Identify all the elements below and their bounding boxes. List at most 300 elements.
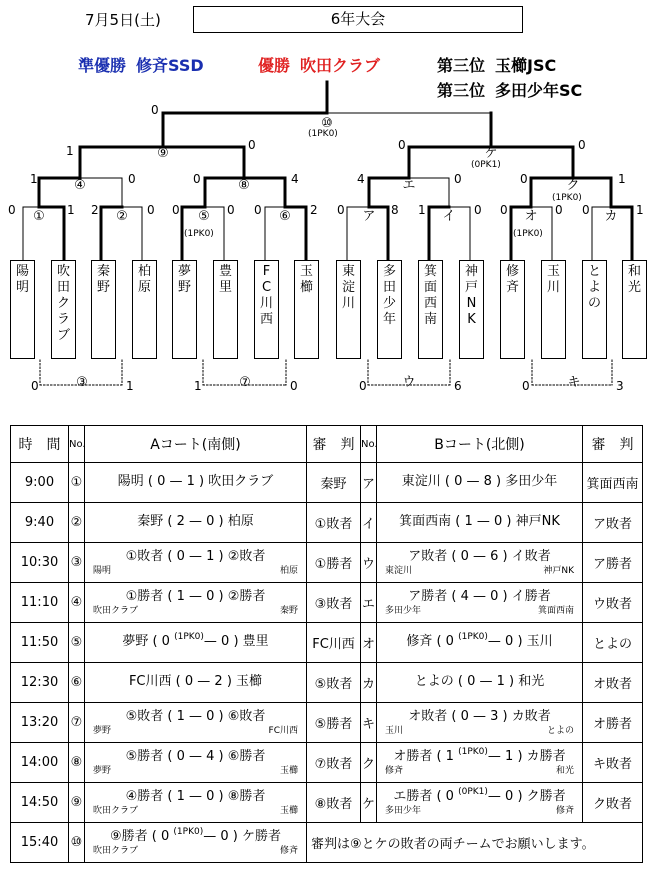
team-name-char: 斉 [505,280,519,295]
left-team: ア敗者 [408,549,448,564]
match-mark-3: ③ [76,375,88,390]
right-sub: 神戸NK [543,566,574,576]
ref-cell-b: キ敗者 [583,743,643,783]
score: 0 [578,138,586,152]
match-mark-ki: キ [567,375,581,390]
team-box [377,260,402,359]
team-name-char: 柏 [137,264,151,279]
score-right: 1 [206,549,215,564]
score: 0 [520,172,528,186]
team-box [622,260,647,359]
team-name-char: ク [56,296,70,311]
time-cell: 13:20 [11,703,69,743]
no-cell-b: エ [361,583,377,623]
left-sub: 玉川 [385,726,404,736]
header-court-a: Aコート(南側) [85,426,307,463]
score-left: 0 [445,634,454,649]
schedule-row [11,463,643,503]
score-right: 0 [490,589,499,604]
no-cell-a: ⑨ [69,783,85,823]
right-team: カ勝者 [526,749,566,764]
team-box [459,260,484,359]
score: 0 [151,103,159,117]
right-sub: FC川西 [268,726,298,736]
no-cell-a: ⑥ [69,663,85,703]
match-cell [85,703,307,743]
team-name-char: 箕 [423,264,437,279]
match-line: 夢野 ( 0 $^{(1PK0)}$— 0 ) 豊里 [122,632,269,649]
team-name-char: 陽 [15,264,29,279]
match-cell [377,743,583,783]
match-cell [85,463,307,503]
score: 8 [391,203,399,217]
team-name-char: 面 [423,280,437,295]
score: 0 [359,379,367,393]
score: 0 [337,203,345,217]
score-right: 0 [221,634,230,649]
left-team: FC川西 [128,674,172,689]
match-cell [85,503,307,543]
match-cell [377,703,583,743]
right-team: 玉川 [526,634,553,649]
score-left: 1 [176,709,185,724]
team-box [541,260,566,359]
match-cell [85,583,307,623]
team-name-char: 玉 [299,264,313,279]
score-right: 0 [206,789,215,804]
team-name-char: 豊 [218,264,232,279]
match-mark-e: エ [402,178,416,193]
team-name-char: 原 [137,280,151,295]
header-ref-b: 審 判 [583,426,643,463]
right-team: ⑥敗者 [227,709,266,724]
schedule-row [11,663,643,703]
left-team: 東淀川 [401,474,441,489]
match-mark-ka: カ [604,209,618,224]
team-box [294,260,319,359]
match-cell [377,543,583,583]
match-cell [377,463,583,503]
pk-note-ke: (0PK1) [471,160,501,170]
no-cell-b: オ [361,623,377,663]
team-name-char: 神 [464,264,478,279]
match-mark-10: ⑩ [321,116,333,131]
match-mark-o: オ [524,209,538,224]
right-sub: 箕面西南 [537,606,574,616]
score: 0 [147,203,155,217]
score: 1 [126,379,134,393]
left-sub: 修斉 [385,766,404,776]
score-right: 0 [494,514,503,529]
winner-team: 吹田クラブ [300,56,381,75]
left-team: ①敗者 [125,549,164,564]
time-cell: 9:40 [11,503,69,543]
right-team: イ勝者 [511,589,551,604]
match-cell [377,623,583,663]
team-name-char: 川 [259,296,273,311]
final-ref-note: 審判は⑨とケの敗者の両チームでお願いします。 [307,823,643,863]
score: 4 [357,172,365,186]
team-box [336,260,361,359]
team-name-char: 吹 [56,264,70,279]
time-cell: 14:50 [11,783,69,823]
ref-cell-b: ク敗者 [583,783,643,823]
match-mark-9: ⑨ [157,146,169,161]
time-cell: 14:00 [11,743,69,783]
score: 0 [8,203,16,217]
score-right: 3 [490,709,499,724]
score-left: 0 [467,674,476,689]
team-name-char: 年 [382,312,396,327]
right-team: 多田少年 [505,474,558,489]
right-team: 吹田クラブ [208,474,274,489]
match-mark-i: イ [442,209,456,224]
right-sub: とよの [546,726,574,736]
team-name-char: 明 [15,280,29,295]
match-mark-2: ② [116,209,128,224]
match-line: オ敗者 ( 0 — 3 ) カ敗者 [408,709,551,724]
header-no-b: No. [361,426,377,463]
left-sub: 陽明 [93,566,112,576]
score: 3 [616,379,624,393]
score: 0 [474,203,482,217]
ref-cell-a: FC川西 [307,623,361,663]
score-right: 1 [505,749,514,764]
score: 1 [67,203,75,217]
right-sub: 秦野 [279,606,298,616]
schedule-row [11,623,643,663]
no-cell-a: ① [69,463,85,503]
left-sub: 吹田クラブ [93,846,139,856]
match-line: 東淀川 ( 0 — 8 ) 多田少年 [401,474,558,489]
score: 0 [454,172,462,186]
match-cell [85,663,307,703]
score: 0 [500,203,508,217]
schedule-row [11,783,643,823]
match-mark-6: ⑥ [279,209,291,224]
right-team: カ敗者 [511,709,551,724]
no-cell-a: ⑩ [69,823,85,863]
runner-up-label: 準優勝 [78,56,127,75]
match-line: FC川西 ( 0 — 2 ) 玉櫛 [128,674,263,689]
no-cell-a: ② [69,503,85,543]
no-cell-b: イ [361,503,377,543]
ref-cell-a: ①勝者 [307,543,361,583]
pk-note: (1PK0) [173,827,204,837]
team-box [91,260,116,359]
team-name-char: 夢 [177,264,191,279]
team-name-char: 田 [382,280,396,295]
team-name-char: N [466,296,477,311]
score: 4 [291,172,299,186]
score-left: 0 [160,829,170,844]
right-team: ②敗者 [227,549,266,564]
right-team: 和光 [518,674,545,689]
score-right: 1 [496,674,505,689]
team-box [51,260,76,359]
time-cell: 9:00 [11,463,69,503]
score: 0 [31,379,39,393]
header-no-a: No. [69,426,85,463]
score-right: 0 [505,789,514,804]
score: 0 [290,379,298,393]
time-cell: 15:40 [11,823,69,863]
third-label-b: 第三位 [437,81,486,100]
header-time: 時 間 [11,426,69,463]
score-left: 0 [445,789,454,804]
score-right: 8 [483,474,492,489]
schedule-row [11,743,643,783]
match-mark-8: ⑧ [238,178,250,193]
no-cell-a: ④ [69,583,85,623]
score-left: 1 [464,514,473,529]
score-left: 4 [460,589,469,604]
tournament-title: 6年大会 [193,6,523,33]
schedule-table [10,425,643,863]
right-team: 柏原 [227,514,254,529]
left-team: 陽明 [117,474,144,489]
team-box [132,260,157,359]
score-left: 0 [176,549,185,564]
match-mark-7: ⑦ [239,375,251,390]
team-box [10,260,35,359]
team-name-char: 南 [423,312,437,327]
match-cell [377,663,583,703]
ref-cell-b: ア勝者 [583,543,643,583]
score: 2 [91,203,99,217]
winner-path [39,82,632,260]
match-line: オ勝者 ( 1 $^{(1PK0)}$— 1 ) カ勝者 [393,747,566,764]
left-team: ⑤勝者 [125,749,164,764]
time-cell: 11:50 [11,623,69,663]
score-left: 1 [445,749,454,764]
team-box [582,260,607,359]
match-cell [85,543,307,583]
team-name-char: F [262,264,271,279]
left-sub: 吹田クラブ [93,806,139,816]
score-left: 2 [176,514,185,529]
team-name-char: よ [587,280,601,295]
match-mark-5: ⑤ [198,209,210,224]
match-line: 陽明 ( 0 — 1 ) 吹田クラブ [117,474,274,489]
team-name-char: 西 [423,296,437,311]
match-line: ①勝者 ( 1 — 0 ) ②勝者 [125,589,266,604]
no-cell-b: ク [361,743,377,783]
score: 0 [227,203,235,217]
right-sub: 修斉 [555,806,574,816]
score: 0 [555,203,563,217]
team-name-char: 少 [382,296,396,311]
team-box [254,260,279,359]
match-line: ア敗者 ( 0 — 6 ) イ敗者 [408,549,551,564]
team-box [418,260,443,359]
left-team: 秦野 [137,514,164,529]
match-line: ⑤勝者 ( 0 — 4 ) ⑥勝者 [125,749,266,764]
score: 1 [618,172,626,186]
team-name-char: 淀 [341,280,355,295]
match-line: ⑨勝者 ( 0 $^{(1PK0)}$— 0 ) ケ勝者 [109,827,281,844]
match-mark-u: ウ [402,375,416,390]
runner-up-team: 修斉SSD [136,56,204,75]
match-line: ア勝者 ( 4 — 0 ) イ勝者 [408,589,551,604]
score-left: 1 [176,789,185,804]
score-right: 0 [505,634,514,649]
right-team: ク勝者 [526,789,566,804]
score-left: 0 [460,549,469,564]
left-sub: 多田少年 [385,806,422,816]
match-line: とよの ( 0 — 1 ) 和光 [414,674,545,689]
match-cell [85,623,307,663]
ref-cell-a: ①敗者 [307,503,361,543]
ref-cell-a: ⑧敗者 [307,783,361,823]
match-mark-ku: ク [566,178,580,193]
left-team: ⑨勝者 [109,829,148,844]
score-right: 0 [206,589,215,604]
no-cell-a: ⑧ [69,743,85,783]
right-sub: 玉櫛 [279,806,298,816]
schedule-row [11,503,643,543]
score-left: 0 [157,474,166,489]
time-cell: 12:30 [11,663,69,703]
team-name-char: 櫛 [299,280,313,295]
left-team: オ敗者 [408,709,448,724]
score-right: 0 [206,514,215,529]
pk-note: (1PK0) [458,632,488,642]
team-box [172,260,197,359]
team-name-char: 修 [505,264,519,279]
score-left: 0 [454,474,463,489]
score-right: 0 [206,709,215,724]
left-team: ④勝者 [125,789,164,804]
match-line: ①敗者 ( 0 — 1 ) ②敗者 [125,549,266,564]
match-mark-4: ④ [74,178,86,193]
schedule-row [11,543,643,583]
team-name-char: 戸 [464,280,478,295]
team-name-char: 川 [546,280,560,295]
left-sub: 夢野 [93,726,112,736]
left-team: ①勝者 [125,589,164,604]
score-left: 0 [161,634,170,649]
right-team: 玉櫛 [236,674,263,689]
ref-cell-b: ウ敗者 [583,583,643,623]
right-sub: 柏原 [279,566,298,576]
score: 0 [398,138,406,152]
left-sub: 吹田クラブ [93,606,139,616]
score: 1 [30,172,38,186]
team-name-char: 田 [56,280,70,295]
score-right: 1 [186,474,195,489]
team-name-char: K [467,312,476,327]
score-right: 6 [490,549,499,564]
left-sub: 夢野 [93,766,112,776]
pk-note: (1PK0) [458,747,488,757]
no-cell-b: ウ [361,543,377,583]
no-cell-b: キ [361,703,377,743]
left-team: オ勝者 [393,749,433,764]
team-name-char: 多 [382,264,396,279]
match-mark-ke: ケ [484,146,498,161]
time-cell: 11:10 [11,583,69,623]
team-name-char: C [261,280,272,295]
pk-note: (1PK0) [174,632,204,642]
schedule-row [11,583,643,623]
score: 0 [172,203,180,217]
score-left: 0 [184,674,194,689]
team-name-char: と [587,264,601,279]
ref-cell-b: ア敗者 [583,503,643,543]
score: 2 [310,203,318,217]
left-team: とよの [414,674,454,689]
score: 0 [522,379,530,393]
no-cell-a: ③ [69,543,85,583]
match-line: ④勝者 ( 1 — 0 ) ⑧勝者 [125,789,266,804]
score: 1 [418,203,426,217]
ref-cell-a: ⑤敗者 [307,663,361,703]
pk-note-5: (1PK0) [184,229,214,239]
left-sub: 東淀川 [385,566,413,576]
pk-note-10: (1PK0) [308,129,338,139]
third-team-b: 多田少年SC [495,81,583,100]
team-box [500,260,525,359]
pk-note: (0PK1) [458,787,488,797]
score: 6 [454,379,462,393]
ref-cell-a: ⑦敗者 [307,743,361,783]
team-name-char: 光 [627,280,641,295]
score: 0 [248,138,256,152]
ref-cell-b: 箕面西南 [583,463,643,503]
team-name-char: 川 [341,296,355,311]
score: 0 [582,203,590,217]
ref-cell-a: 秦野 [307,463,361,503]
left-sub: 多田少年 [385,606,422,616]
ref-cell-a: ⑤勝者 [307,703,361,743]
team-name-char: の [587,296,601,311]
header-court-b: Bコート(北側) [377,426,583,463]
team-name-char: 東 [341,264,355,279]
match-cell [85,823,307,863]
score: 1 [194,379,202,393]
schedule-row-final [11,823,643,863]
right-sub: 修斉 [279,846,298,856]
match-mark-1: ① [33,209,45,224]
team-name-char: 野 [177,280,191,295]
right-team: ②勝者 [227,589,266,604]
match-cell [377,583,583,623]
no-cell-b: ア [361,463,377,503]
no-cell-a: ⑦ [69,703,85,743]
team-name-char: 西 [259,312,273,327]
ref-cell-b: オ勝者 [583,703,643,743]
team-name-char: 秦 [96,264,110,279]
match-cell [85,783,307,823]
right-team: 豊里 [242,634,269,649]
left-team: エ勝者 [393,789,433,804]
ref-cell-b: オ敗者 [583,663,643,703]
team-name-char: ラ [56,312,70,327]
score-right: 0 [220,829,229,844]
match-line: 箕面西南 ( 1 — 0 ) 神戸NK [399,514,560,529]
schedule-row [11,703,643,743]
score-left: 0 [460,709,469,724]
no-cell-b: ケ [361,783,377,823]
winner-label: 優勝 [258,56,291,75]
score-left: 0 [176,749,185,764]
right-sub: 和光 [555,766,574,776]
left-team: 箕面西南 [399,514,452,529]
team-name-char: 玉 [546,264,560,279]
match-line: エ勝者 ( 0 $^{(0PK1)}$— 0 ) ク勝者 [393,787,566,804]
score-right: 2 [214,674,223,689]
